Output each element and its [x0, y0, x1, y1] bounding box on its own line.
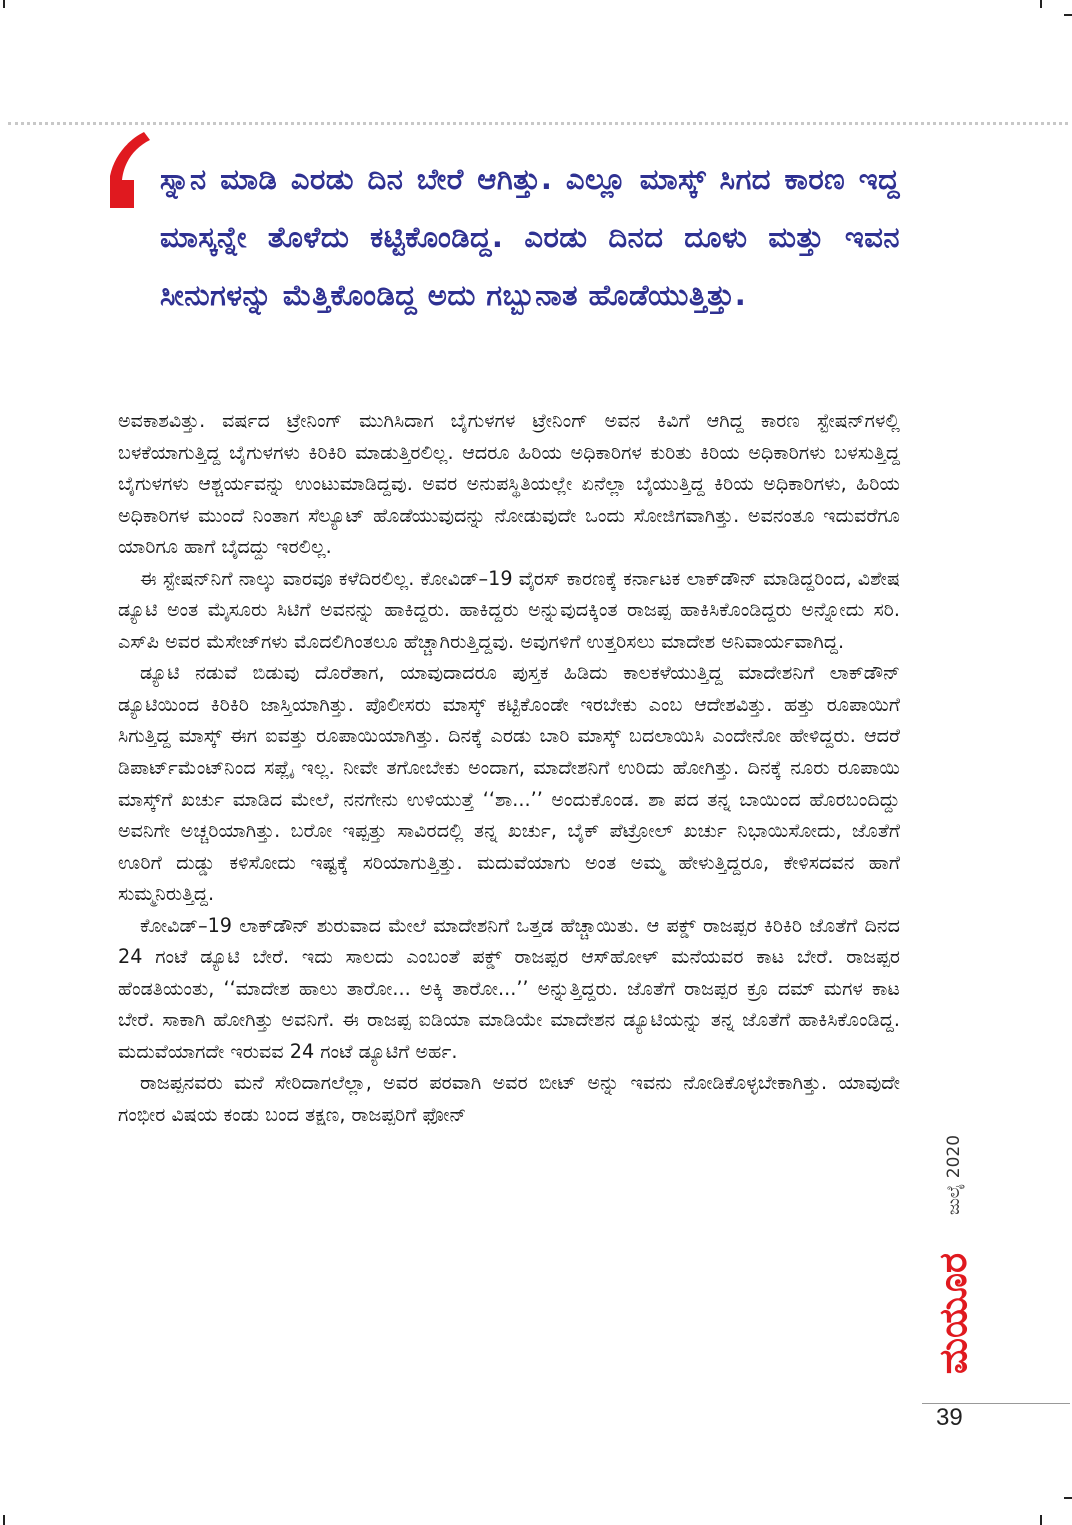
magazine-name: ಮಯೂರ [931, 1252, 976, 1374]
crop-mark-right-bottom [1064, 1497, 1072, 1499]
article-paragraph: ರಾಜಪ್ಪನವರು ಮನೆ ಸೇರಿದಾಗಲೆಲ್ಲಾ, ಅವರ ಪರವಾಗಿ ಅವರ ಬೀಟ್ ಅನ್ನು ಇವನು ನೋಡಿಕೊಳ್ಳಬೇಕಾಗಿತ್ತು. ಯಾವುದೇ ಗಂಭೀರ ವಿಷಯ ಕಂಡು ಬಂದ ತಕ್ಷಣ, ರಾಜಪ್ಪರಿಗೆ ಫೋನ್ [118, 1071, 900, 1127]
crop-mark-bottom-left [3, 1515, 5, 1525]
article-paragraph: ಡ್ಯೂಟಿ ನಡುವೆ ಬಿಡುವು ದೊರೆತಾಗ, ಯಾವುದಾದರೂ ಪುಸ್ತಕ ಹಿಡಿದು ಕಾಲಕಳೆಯುತ್ತಿದ್ದ ಮಾದೇಶನಿಗೆ ಲಾಕ್‌ಡೌನ್ ಡ್ಯೂಟಿಯಿಂದ ಕಿರಿಕಿರಿ ಜಾಸ್ತಿಯಾಗಿತ್ತು. ಪೊಲೀಸರು ಮಾಸ್ಕ್ ಕಟ್ಟಿಕೊಂಡೇ ಇರಬೇಕು ಎಂಬ ಆದೇಶವಿತ್ತು. ಹತ್ತು ರೂಪಾಯಿಗೆ ಸಿಗುತ್ತಿದ್ದ ಮಾಸ್ಕ್ ಈಗ ಐವತ್ತು ರೂಪಾಯಿಯಾಗಿತ್ತು. ದಿನಕ್ಕೆ ಎರಡು ಬಾರಿ ಮಾಸ್ಕ್ ಬದಲಾಯಿಸಿ ಎಂದೇನೋ ಹೇಳಿದ್ದರು. ಆದರೆ ಡಿಪಾರ್ಟ್‌ಮೆಂಟ್‌ನಿಂದ ಸಪ್ಲೈ ಇಲ್ಲ. ನೀವೇ ತಗೋಬೇಕು ಅಂದಾಗ, ಮಾದೇಶನಿಗೆ ಉರಿದು ಹೋಗಿತ್ತು. ದಿನಕ್ಕೆ ನೂರು ರೂಪಾಯಿ ಮಾಸ್ಕ್‌ಗೆ ಖರ್ಚು ಮಾಡಿದ ಮೇಲೆ, ನನಗೇನು ಉಳಿಯುತ್ತೆ ‘‘ಶಾ...’’ ಅಂದುಕೊಂಡ. ಶಾ ಪದ ತನ್ನ ಬಾಯಿಂದ ಹೊರಬಂದಿದ್ದು ಅವನಿಗೇ ಅಚ್ಚರಿಯಾಗಿತ್ತು. ಬರೋ ಇಪ್ಪತ್ತು ಸಾವಿರದಲ್ಲಿ ತನ್ನ ಖರ್ಚು, ಬೈಕ್ ಪೆಟ್ರೋಲ್ ಖರ್ಚು ನಿಭಾಯಿಸೋದು, ಜೊತೆಗೆ ಊರಿಗೆ ದುಡ್ಡು ಕಳಿಸೋದು ಇಷ್ಟಕ್ಕೆ ಸರಿಯಾಗುತ್ತಿತ್ತು. ಮದುವೆಯಾಗು ಅಂತ ಅಮ್ಮ ಹೇಳುತ್ತಿದ್ದರೂ, ಕೇಳಿಸದವನ ಹಾಗೆ ಸುಮ್ಮನಿರುತ್ತಿದ್ದ. [118, 661, 900, 906]
issue-date-text: ಜುಲೈ 2020 [944, 1134, 964, 1216]
page-number: 39 [936, 1404, 963, 1431]
issue-date [932, 1120, 976, 1230]
article-paragraph: ಕೋವಿಡ್–19 ಲಾಕ್‌ಡೌನ್ ಶುರುವಾದ ಮೇಲೆ ಮಾದೇಶನಿಗೆ ಒತ್ತಡ ಹೆಚ್ಚಾಯಿತು. ಆ ಪಕ್ಡ್ ರಾಜಪ್ಪರ ಕಿರಿಕಿರಿ ಜೊತೆಗೆ ದಿನದ 24 ಗಂಟೆ ಡ್ಯೂಟಿ ಬೇರೆ. ಇದು ಸಾಲದು ಎಂಬಂತೆ ಪಕ್ಡ್ ರಾಜಪ್ಪರ ಆಸ್‌ಹೋಳ್ ಮನೆಯವರ ಕಾಟ ಬೇರೆ. ರಾಜಪ್ಪರ ಹೆಂಡತಿಯಂತು, ‘‘ಮಾದೇಶ ಹಾಲು ತಾರೋ... ಅಕ್ಕಿ ತಾರೋ...’’ ಅನ್ನುತ್ತಿದ್ದರು. ಜೊತೆಗೆ ರಾಜಪ್ಪರ ಕ್ರೂ ದಮ್ ಮಗಳ ಕಾಟ ಬೇರೆ. ಸಾಕಾಗಿ ಹೋಗಿತ್ತು ಅವನಿಗೆ. ಈ ರಾಜಪ್ಪ ಐಡಿಯಾ ಮಾಡಿಯೇ ಮಾದೇಶನ ಡ್ಯೂಟಿಯನ್ನು ತನ್ನ ಜೊತೆಗೆ ಹಾಕಿಸಿಕೊಂಡಿದ್ದ. ಮದುವೆಯಾಗದೇ ಇರುವವ 24 ಗಂಟೆ ಡ್ಯೂಟಿಗೆ ಅರ್ಹ. [118, 913, 900, 1063]
pull-quote: ಸ್ನಾನ ಮಾಡಿ ಎರಡು ದಿನ ಬೇರೆ ಆಗಿತ್ತು. ಎಲ್ಲೂ ಮಾಸ್ಕ್ ಸಿಗದ ಕಾರಣ ಇದ್ದ ಮಾಸ್ಕನ್ನೇ ತೊಳೆದು ಕಟ್ಟಿಕೊಂಡಿದ್ದ. ಎರಡು ದಿನದ ದೂಳು ಮತ್ತು ಇವನ ಸೀನುಗಳನ್ನು ಮೆತ್ತಿಕೊಂಡಿದ್ದ ಅದು ಗಬ್ಬುನಾತ ಹೊಡೆಯುತ್ತಿತ್ತು. [160, 162, 900, 312]
crop-mark-right-top [1064, 14, 1072, 16]
top-dotted-rule [8, 122, 1068, 125]
open-quote-icon [104, 132, 150, 212]
magazine-logo [922, 1238, 986, 1388]
article-paragraph: ಈ ಸ್ಟೇಷನ್‌ನಿಗೆ ನಾಲ್ಕು ವಾರವೂ ಕಳೆದಿರಲಿಲ್ಲ. ಕೋವಿಡ್–19 ವೈರಸ್ ಕಾರಣಕ್ಕೆ ಕರ್ನಾಟಕ ಲಾಕ್‌ಡೌನ್ ಮಾಡಿದ್ದರಿಂದ, ವಿಶೇಷ ಡ್ಯೂಟಿ ಅಂತ ಮೈಸೂರು ಸಿಟಿಗೆ ಅವನನ್ನು ಹಾಕಿದ್ದರು. ಹಾಕಿದ್ದರು ಅನ್ನುವುದಕ್ಕಿಂತ ರಾಜಪ್ಪ ಹಾಕಿಸಿಕೊಂಡಿದ್ದರು ಅನ್ನೋದು ಸರಿ. ಎಸ್‌ಪಿ ಅವರ ಮೆಸೇಜ್‌ಗಳು ಮೊದಲಿಗಿಂತಲೂ ಹೆಚ್ಚಾಗಿರುತ್ತಿದ್ದವು. ಅವುಗಳಿಗೆ ಉತ್ತರಿಸಲು ಮಾದೇಶ ಅನಿವಾರ್ಯವಾಗಿದ್ದ. [118, 566, 900, 653]
crop-mark-top-left [3, 0, 5, 8]
crop-mark-top-right [1040, 0, 1042, 8]
article-paragraph: ಅವಕಾಶವಿತ್ತು. ವರ್ಷದ ಟ್ರೇನಿಂಗ್ ಮುಗಿಸಿದಾಗ ಬೈಗುಳಗಳ ಟ್ರೇನಿಂಗ್ ಅವನ ಕಿವಿಗೆ ಆಗಿದ್ದ ಕಾರಣ ಸ್ಟೇಷನ್‌ಗಳಲ್ಲಿ ಬಳಕೆಯಾಗುತ್ತಿದ್ದ ಬೈಗುಳಗಳು ಕಿರಿಕಿರಿ ಮಾಡುತ್ತಿರಲಿಲ್ಲ. ಆದರೂ ಹಿರಿಯ ಅಧಿಕಾರಿಗಳ ಕುರಿತು ಕಿರಿಯ ಅಧಿಕಾರಿಗಳು ಬಳಸುತ್ತಿದ್ದ ಬೈಗುಳಗಳು ಆಶ್ಚರ್ಯವನ್ನು ಉಂಟುಮಾಡಿದ್ದವು. ಅವರ ಅನುಪಸ್ಥಿತಿಯಲ್ಲೇ ಏನೆಲ್ಲಾ ಬೈಯುತ್ತಿದ್ದ ಕಿರಿಯ ಅಧಿಕಾರಿಗಳು, ಹಿರಿಯ ಅಧಿಕಾರಿಗಳ ಮುಂದೆ ನಿಂತಾಗ ಸೆಲ್ಯೂಟ್ ಹೊಡೆಯುವುದನ್ನು ನೋಡುವುದೇ ಒಂದು ಸೋಜಿಗವಾಗಿತ್ತು. ಅವನಂತೂ ಇದುವರೆಗೂ ಯಾರಿಗೂ ಹಾಗೆ ಬೈದದ್ದು ಇರಲಿಲ್ಲ. [118, 409, 900, 559]
crop-mark-bottom-right [1040, 1515, 1042, 1525]
article-body [118, 405, 900, 1131]
